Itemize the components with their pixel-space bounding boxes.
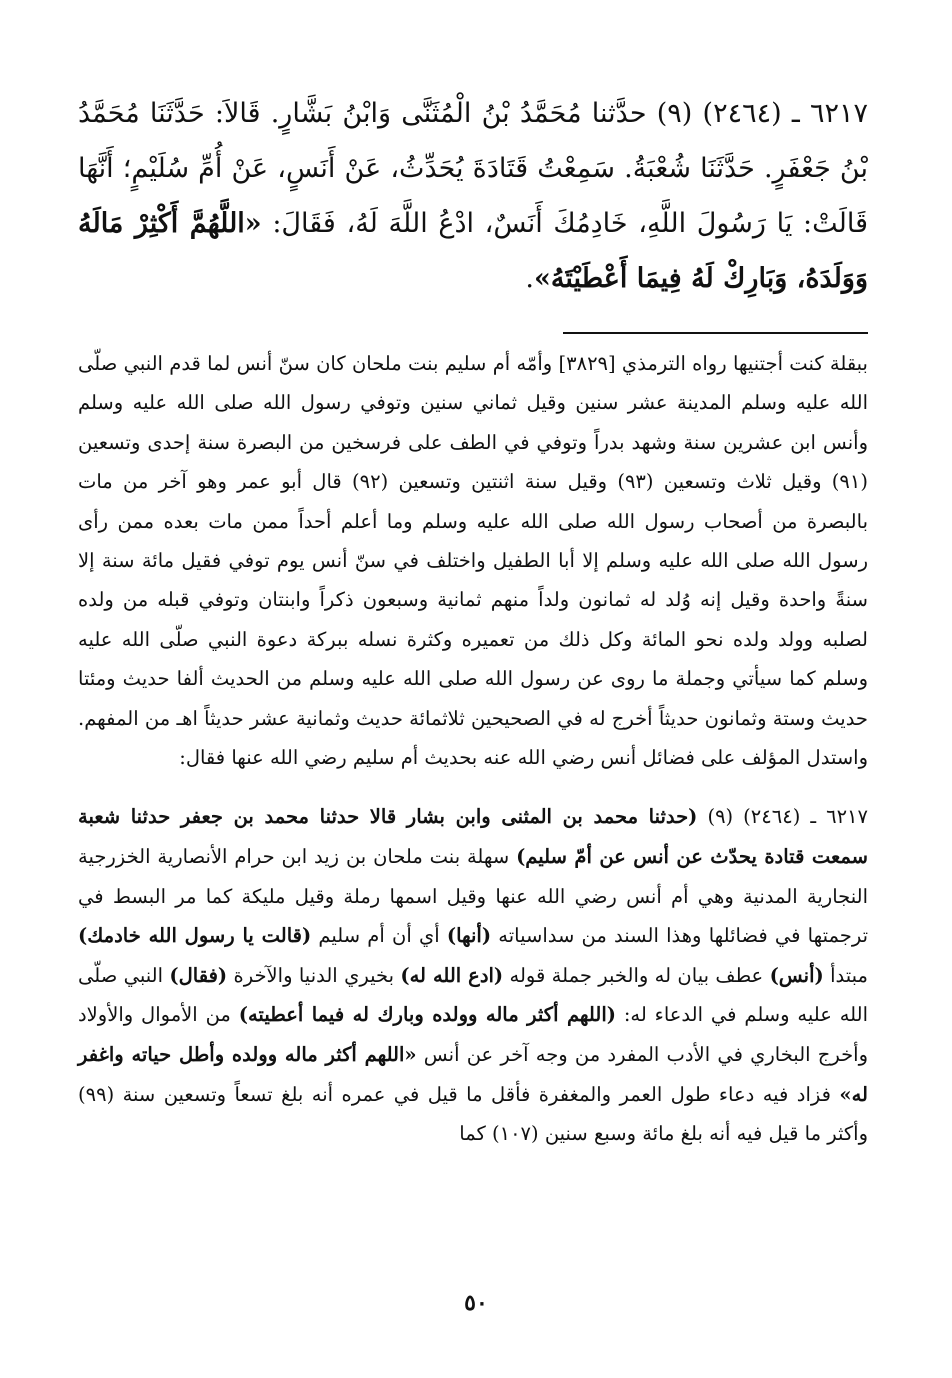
commentary-bold: (فقال) <box>169 963 228 987</box>
commentary-top: ببقلة كنت أجتنيها رواه الترمذي [٣٨٢٩] وأمّه أم سليم بنت ملحان كان سنّ أنس لما قدم النبي صلّى الله عليه وسلم المدينة عشر سنين وقيل ثماني سنين وتوفي رسول الله صلى الله عليه وسلم وأنس ابن عشرين سنة وشهد بدراً وتوفي في الطف على فرسخين من البصرة سنة إحدى وتسعين (٩١) وقيل ثلاث وتسعين (٩٣) وقيل سنة اثنتين وتسعين (٩٢) قال أبو عمر وهو آخر من مات بالبصرة من أصحاب رسول الله صلى الله عليه وسلم وما أعلم أحداً ممن مات بعده ممن رأى رسول الله صلى الله عليه وسلم إلا أبا الطفيل واختلف في سنّ أنس يوم توفي فقيل مائة سنة إلا سنةً واحدة وقيل إنه وُلد له ثمانون ولداً منهم ثمانية وسبعون ذكراً وابنتان وتوفي قبله من ولده لصلبه وولد ولده نحو المائة وكل ذلك من تعميره وكثرة نسله ببركة دعوة النبي صلّى الله عليه وسلم كما سيأتي وجملة ما روى عن رسول الله صلى الله عليه وسلم من الحديث ألفا حديث ومئتا حديث وستة وثمانون حديثاً أخرج له في الصحيحين ثلاثمائة حديث وثمانية عشر حديثاً اهـ من المفهم. واستدل المؤلف على فضائل أنس رضي الله عنه بحديث أم سليم رضي الله عنها فقال: <box>78 352 868 770</box>
commentary-text: النبي صلّى الله عليه وسلم في الدعاء له: <box>78 963 868 1027</box>
commentary-text: سهلة بنت ملحان بن زيد ابن حرام الأنصارية الخزرجية النجارية المدنية وهي أم أنس رضي الله عنها وقيل اسمها رملة وقيل مليكة كما مر البسط في ترجمتها في فضائلها وهذا السند من سداسياته <box>78 845 869 948</box>
commentary-text: من الأموال والأولاد وأخرج البخاري في الأدب المفرد من وجه آخر عن أنس <box>78 1003 868 1067</box>
commentary-main <box>78 797 868 1153</box>
commentary-bold: (أنس) <box>769 963 824 987</box>
commentary-bold: «اللهم أكثر ماله وولده وأطل حياته واغفر له» <box>78 1043 868 1106</box>
hadith-text-end: . <box>525 263 534 294</box>
commentary-text: ٦٢١٧ ـ (٢٤٦٤) (٩) <box>697 805 868 829</box>
commentary-bold: (أنها) <box>446 924 492 948</box>
commentary-bold: (حدثنا محمد بن المثنى وابن بشار قالا حدثنا محمد بن جعفر حدثنا شعبة سمعت قتادة يحدّث عن أنس عن أمّ سليم) <box>78 805 868 869</box>
commentary-text: بخيري الدنيا والآخرة <box>227 963 401 987</box>
footnote-divider <box>563 332 868 334</box>
page-content <box>78 86 868 1154</box>
commentary-bold: (ادع الله له) <box>400 963 504 987</box>
commentary-text: أي أن أم سليم <box>311 924 447 948</box>
hadith-text-part: ٦٢١٧ ـ (٢٤٦٤) (٩) حدَّثنا مُحَمَّدُ بْنُ الْمُثَنَّى وَابْنُ بَشَّارٍ. قَالاَ: حَدَّثَنَا مُحَمَّدُ بْنُ جَعْفَرٍ. حَدَّثَنَا شُعْبَةُ. سَمِعْتُ قَتَادَةَ يُحَدِّثُ، عَنْ أَنَسٍ، عَنْ أُمِّ سُلَيْمٍ؛ أَنَّهَا قَالَتْ: يَا رَسُولَ اللَّهِ، خَادِمُكَ أَنَسٌ، ادْعُ اللَّهَ لَهُ، فَقَالَ: <box>78 98 869 239</box>
commentary-bold: (اللهم أكثر ماله وولده وبارك له فيما أعطيته) <box>238 1003 616 1027</box>
commentary-bold: (قالت يا رسول الله خادمك) <box>78 924 312 948</box>
commentary-text: فزاد فيه دعاء طول العمر والمغفرة فأقل ما قيل في عمره أنه بلغ تسعاً وتسعين سنة (٩٩) وأكثر ما قيل فيه أنه بلغ مائة وسبع سنين (١٠٧) كما <box>78 1082 868 1146</box>
commentary-text: عطف بيان له والخبر جملة قوله <box>503 963 770 987</box>
hadith-supplication: «اللَّهُمَّ أَكْثِرْ مَالَهُ وَوَلَدَهُ، وَبَارِكْ لَهُ فِيمَا أَعْطَيْتَهُ» <box>78 208 868 294</box>
hadith-text <box>78 86 868 306</box>
commentary-text: مبتدأ <box>823 963 868 987</box>
page-number: ٥٠ <box>464 1290 488 1316</box>
